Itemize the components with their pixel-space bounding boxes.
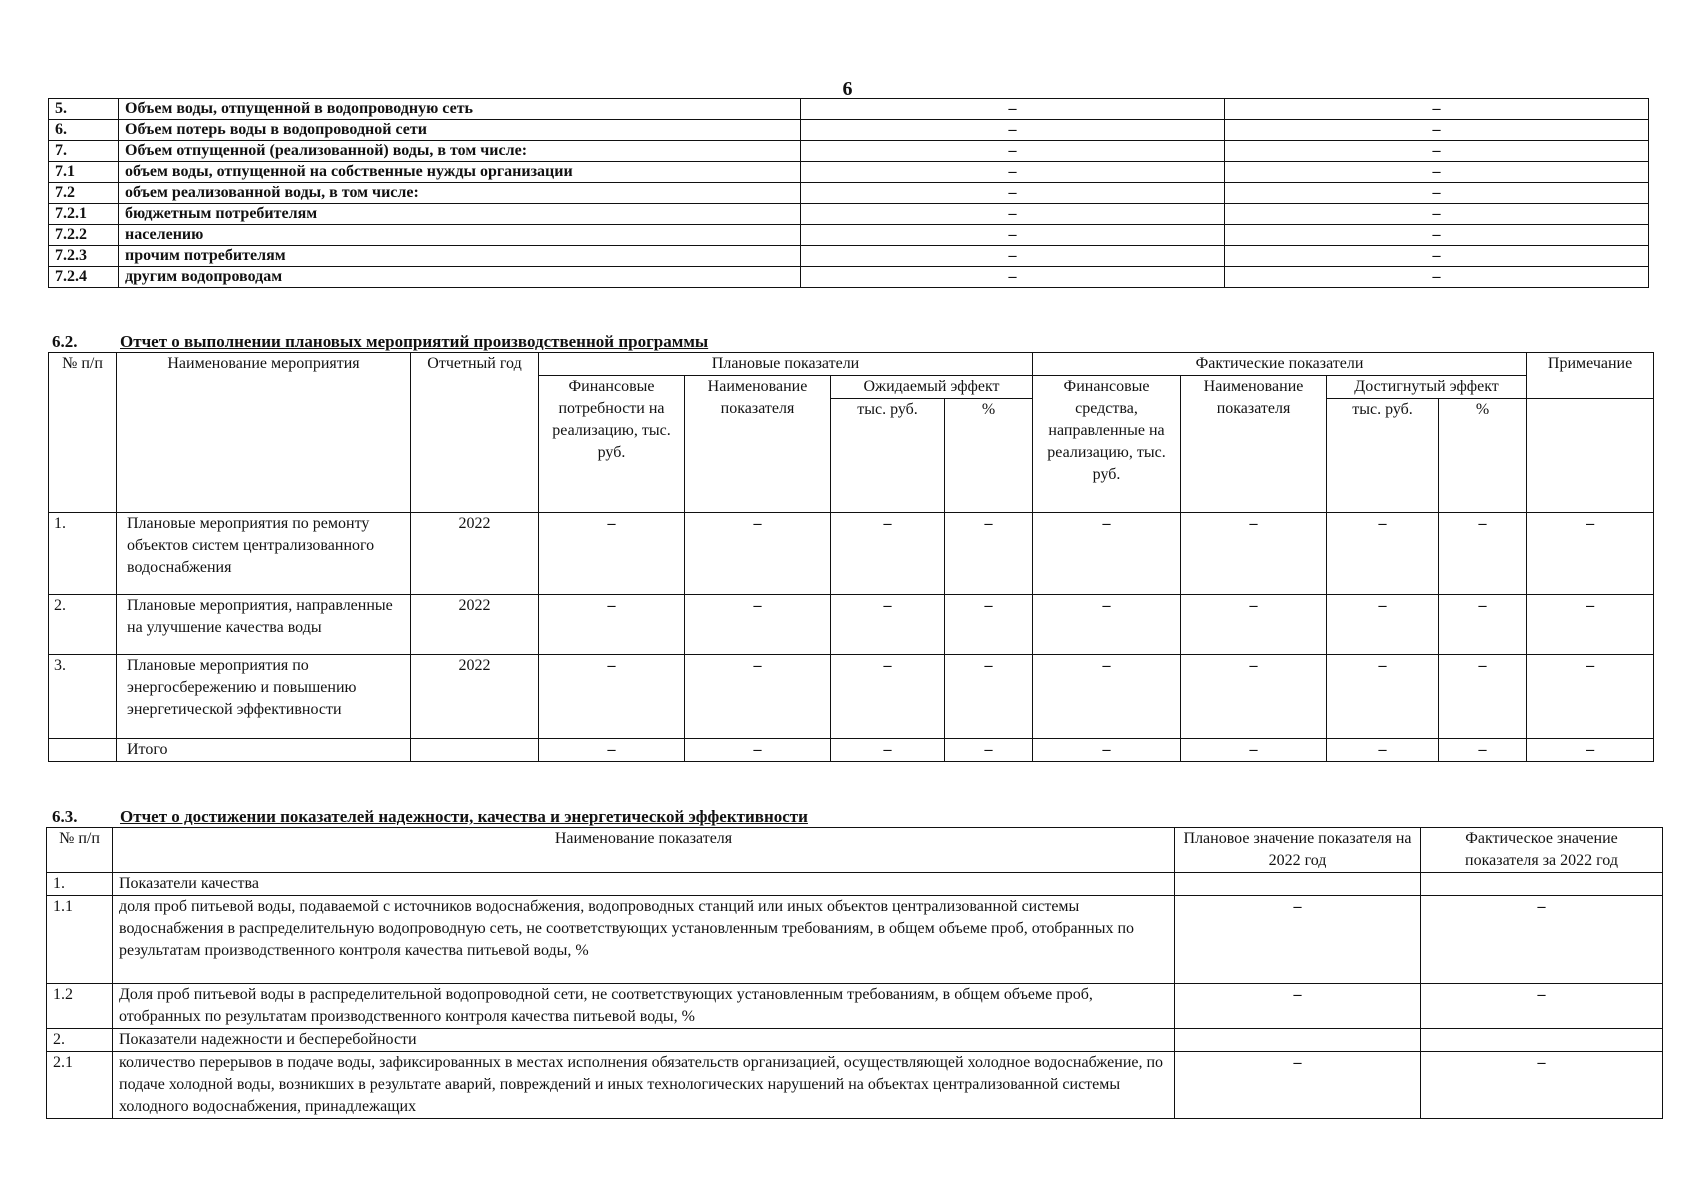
- fact-value: –: [1225, 120, 1649, 141]
- report-year: 2022: [411, 513, 539, 595]
- measure-value: –: [945, 595, 1033, 655]
- plan-value: –: [801, 204, 1225, 225]
- indicator-fact-value: –: [1421, 1052, 1663, 1119]
- measure-value: –: [539, 739, 685, 762]
- measure-value: –: [1033, 595, 1181, 655]
- measure-value: –: [831, 595, 945, 655]
- indicator-plan-value: –: [1175, 896, 1421, 984]
- row-number: 7.: [49, 141, 119, 162]
- row-number: 7.2.4: [49, 267, 119, 288]
- measure-value: –: [539, 655, 685, 739]
- indicator-number: 1.2: [47, 984, 113, 1029]
- row-number: 7.1: [49, 162, 119, 183]
- indicator-name: Показатели качества: [113, 873, 1175, 896]
- header-plan-pct: %: [945, 399, 1033, 513]
- measure-value: –: [1181, 655, 1327, 739]
- measure-name: Плановые мероприятия по энергосбережению и повышению энергетической эффективности: [117, 655, 411, 739]
- row-number: 6.: [49, 120, 119, 141]
- table-row: [49, 183, 1649, 204]
- report-year: 2022: [411, 655, 539, 739]
- row-number: 3.: [49, 655, 117, 739]
- fact-value: –: [1225, 162, 1649, 183]
- fact-value: –: [1225, 225, 1649, 246]
- row-name: населению: [119, 225, 801, 246]
- section-62-title: [52, 332, 708, 352]
- indicator-name: доля проб питьевой воды, подаваемой с источников водоснабжения, водопроводных станций или иных объектов централизованной системы водоснабжения в распределительную водопроводную сеть, не соответствующих установленным требованиям, в общем объеме проб, отобранных по результатам производственного контроля качества питьевой воды, %: [113, 896, 1175, 984]
- plan-value: –: [801, 141, 1225, 162]
- measure-value: –: [1033, 655, 1181, 739]
- indicator-fact-value: –: [1421, 896, 1663, 984]
- row-name: прочим потребителям: [119, 246, 801, 267]
- measure-value: –: [1181, 513, 1327, 595]
- table-row: [47, 1029, 1663, 1052]
- row-name: объем реализованной воды, в том числе:: [119, 183, 801, 204]
- fact-value: –: [1225, 204, 1649, 225]
- measure-value: –: [1181, 739, 1327, 762]
- row-name: бюджетным потребителям: [119, 204, 801, 225]
- measure-value: –: [1439, 739, 1527, 762]
- measure-value: –: [1181, 595, 1327, 655]
- fact-value: –: [1225, 141, 1649, 162]
- header-fact-rub: тыс. руб.: [1327, 399, 1439, 513]
- header-actual: Фактические показатели: [1033, 353, 1527, 376]
- table-row: [49, 267, 1649, 288]
- table-row: [49, 141, 1649, 162]
- measure-value: –: [685, 739, 831, 762]
- table-row: [49, 120, 1649, 141]
- reliability-indicators-table: [46, 827, 1663, 1119]
- table-row: [49, 513, 1654, 595]
- measure-name: Плановые мероприятия по ремонту объектов систем централизованного водоснабжения: [117, 513, 411, 595]
- header-report-year: Отчетный год: [411, 353, 539, 513]
- measure-name: Плановые мероприятия, направленные на улучшение качества воды: [117, 595, 411, 655]
- indicator-plan-value: [1175, 873, 1421, 896]
- header-planned: Плановые показатели: [539, 353, 1033, 376]
- table-row: [49, 225, 1649, 246]
- header-fact-pct: %: [1439, 399, 1527, 513]
- header-plan-rub: тыс. руб.: [831, 399, 945, 513]
- section-63-title: [52, 807, 808, 827]
- water-volume-table: [48, 98, 1649, 288]
- measure-value: –: [1527, 513, 1654, 595]
- indicator-name: Доля проб питьевой воды в распределительной водопроводной сети, не соответствующих установленным требованиям, в общем объеме проб, отобранных по результатам производственного контроля качества питьевой воды, %: [113, 984, 1175, 1029]
- header-measure-name: Наименование мероприятия: [117, 353, 411, 513]
- header-plan-effect: Ожидаемый эффект: [831, 376, 1033, 399]
- measure-value: –: [539, 513, 685, 595]
- plan-value: –: [801, 120, 1225, 141]
- measure-value: –: [1439, 513, 1527, 595]
- measure-value: –: [1527, 595, 1654, 655]
- fact-value: –: [1225, 246, 1649, 267]
- table-row: [49, 595, 1654, 655]
- header-plan-indicator: Наименование показателя: [685, 376, 831, 513]
- plan-value: –: [801, 162, 1225, 183]
- indicator-name: количество перерывов в подаче воды, зафиксированных в местах исполнения обязательств организацией, осуществляющей холодное водоснабжение, по подаче холодной воды, возникших в результате аварий, повреждений и иных технологических нарушений на объектах централизованной системы холодного водоснабжения, принадлежащих: [113, 1052, 1175, 1119]
- plan-value: –: [801, 99, 1225, 120]
- measure-value: –: [1327, 595, 1439, 655]
- measure-value: –: [1033, 513, 1181, 595]
- header-indicator-num: № п/п: [47, 828, 113, 873]
- table-row: [49, 655, 1654, 739]
- row-name: Объем потерь воды в водопроводной сети: [119, 120, 801, 141]
- row-number: 7.2.1: [49, 204, 119, 225]
- row-name: Объем отпущенной (реализованной) воды, в том числе:: [119, 141, 801, 162]
- header-indicator-name: Наименование показателя: [113, 828, 1175, 873]
- table-row: [47, 1052, 1663, 1119]
- table-row: [49, 739, 1654, 762]
- measure-value: –: [685, 655, 831, 739]
- row-number: 1.: [49, 513, 117, 595]
- measure-value: –: [945, 739, 1033, 762]
- indicator-plan-value: –: [1175, 1052, 1421, 1119]
- measure-value: –: [1527, 739, 1654, 762]
- planned-measures-table: [48, 352, 1654, 762]
- header-num: № п/п: [49, 353, 117, 513]
- measure-value: –: [1439, 655, 1527, 739]
- indicator-fact-value: –: [1421, 984, 1663, 1029]
- table-row: [47, 873, 1663, 896]
- page-number: 6: [842, 78, 853, 100]
- measure-value: –: [1033, 739, 1181, 762]
- indicator-number: 2.: [47, 1029, 113, 1052]
- measure-value: –: [831, 739, 945, 762]
- row-number: 2.: [49, 595, 117, 655]
- indicator-number: 1.1: [47, 896, 113, 984]
- indicator-number: 2.1: [47, 1052, 113, 1119]
- row-name: другим водопроводам: [119, 267, 801, 288]
- plan-value: –: [801, 183, 1225, 204]
- header-fact-value: Фактическое значение показателя за 2022 год: [1421, 828, 1663, 873]
- fact-value: –: [1225, 99, 1649, 120]
- header-note-blank: [1527, 399, 1654, 513]
- plan-value: –: [801, 267, 1225, 288]
- measure-value: –: [1327, 513, 1439, 595]
- indicator-fact-value: [1421, 873, 1663, 896]
- measure-value: –: [1439, 595, 1527, 655]
- row-number: [49, 739, 117, 762]
- section-63-heading: Отчет о достижении показателей надежности, качества и энергетической эффективности: [120, 807, 808, 826]
- measure-value: –: [945, 655, 1033, 739]
- table-row: [49, 162, 1649, 183]
- measure-value: –: [685, 513, 831, 595]
- measure-value: –: [831, 655, 945, 739]
- row-name: Объем воды, отпущенной в водопроводную сеть: [119, 99, 801, 120]
- measure-value: –: [1327, 739, 1439, 762]
- plan-value: –: [801, 246, 1225, 267]
- measure-value: –: [831, 513, 945, 595]
- table-row: [49, 204, 1649, 225]
- indicator-plan-value: [1175, 1029, 1421, 1052]
- section-62-number: 6.2.: [52, 332, 78, 351]
- measure-value: –: [945, 513, 1033, 595]
- row-name: объем воды, отпущенной на собственные нужды организации: [119, 162, 801, 183]
- header-note: Примечание: [1527, 353, 1654, 399]
- header-plan-value: Плановое значение показателя на 2022 год: [1175, 828, 1421, 873]
- indicator-number: 1.: [47, 873, 113, 896]
- measure-value: –: [685, 595, 831, 655]
- plan-value: –: [801, 225, 1225, 246]
- report-year: 2022: [411, 595, 539, 655]
- report-year: [411, 739, 539, 762]
- row-number: 7.2: [49, 183, 119, 204]
- row-number: 5.: [49, 99, 119, 120]
- table-row: [47, 984, 1663, 1029]
- header-fact-indicator: Наименование показателя: [1181, 376, 1327, 513]
- measure-name: Итого: [117, 739, 411, 762]
- indicator-name: Показатели надежности и бесперебойности: [113, 1029, 1175, 1052]
- header-fact-finance: Финансовые средства, направленные на реализацию, тыс. руб.: [1033, 376, 1181, 513]
- indicator-fact-value: [1421, 1029, 1663, 1052]
- header-plan-finance: Финансовые потребности на реализацию, тыс. руб.: [539, 376, 685, 513]
- indicator-plan-value: –: [1175, 984, 1421, 1029]
- section-63-number: 6.3.: [52, 807, 78, 826]
- table-row: [49, 246, 1649, 267]
- measure-value: –: [539, 595, 685, 655]
- fact-value: –: [1225, 267, 1649, 288]
- table-row: [47, 896, 1663, 984]
- header-fact-effect: Достигнутый эффект: [1327, 376, 1527, 399]
- row-number: 7.2.2: [49, 225, 119, 246]
- fact-value: –: [1225, 183, 1649, 204]
- measure-value: –: [1527, 655, 1654, 739]
- row-number: 7.2.3: [49, 246, 119, 267]
- measure-value: –: [1327, 655, 1439, 739]
- table-row: [49, 99, 1649, 120]
- section-62-heading: Отчет о выполнении плановых мероприятий производственной программы: [120, 332, 709, 351]
